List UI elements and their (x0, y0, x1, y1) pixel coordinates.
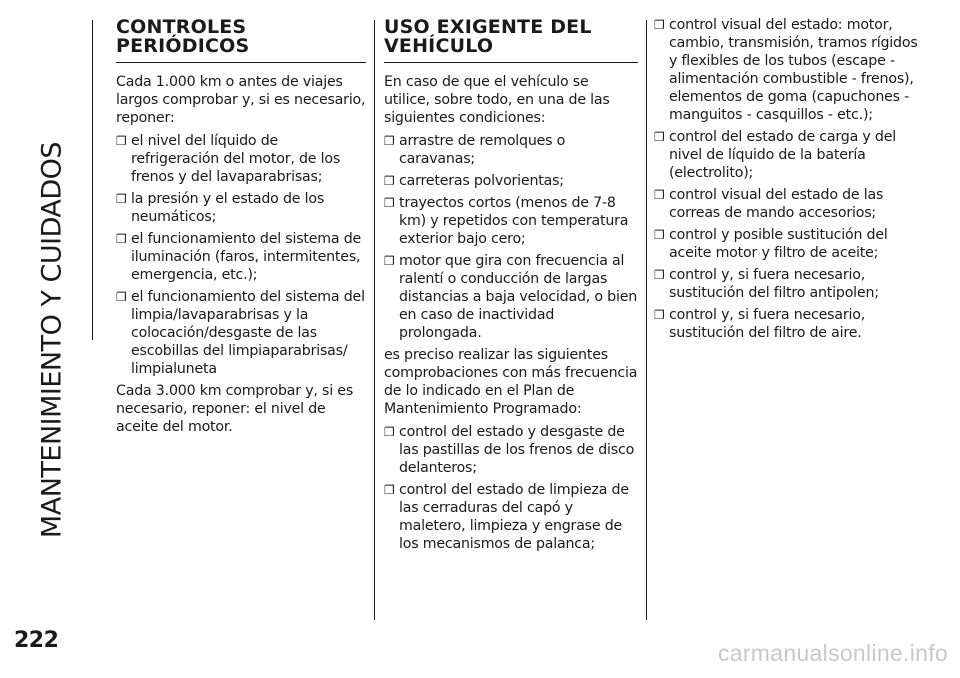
section-side-title: MANTENIMIENTO Y CUIDADOS (36, 141, 68, 539)
list-item (116, 132, 366, 186)
list-item (384, 172, 638, 190)
heading-uso-exigente (384, 18, 638, 63)
list-item-text: control del estado de carga y del nivel de líquido de la batería (electrolito); (669, 129, 896, 181)
intro-paragraph: Cada 1.000 km o antes de viajes largos comprobar y, si es necesario, reponer: (116, 74, 366, 126)
list-item (116, 190, 366, 226)
watermark-text: carmanualsonline.info (717, 640, 948, 666)
list-item (116, 288, 366, 378)
checkbox-icon: ❒ (654, 130, 665, 144)
list-item-text: el funcionamiento del sistema de iluminación (faros, intermitentes, emergencia, etc.); (131, 231, 362, 283)
list-item-text: control del estado de limpieza de las cerraduras del capó y maletero, limpieza y engrase de los mecanismos de palanca; (399, 482, 629, 552)
list-item-text: control y, si fuera necesario, sustitución del filtro antipolen; (669, 267, 879, 301)
list-item (654, 226, 924, 262)
checkbox-icon: ❒ (384, 174, 395, 188)
list-item-text: carreteras polvorientas; (399, 173, 564, 189)
list-item-text: la presión y el estado de los neumáticos; (131, 191, 325, 225)
column-continuation (654, 16, 924, 346)
heading-line: USO EXIGENTE DEL (384, 16, 592, 38)
column-divider-2 (646, 20, 647, 620)
list-item (654, 266, 924, 302)
checkbox-icon: ❒ (654, 268, 665, 282)
heading-controles-periodicos (116, 18, 366, 63)
list-item (654, 306, 924, 342)
list-item (384, 481, 638, 553)
checkbox-icon: ❒ (116, 232, 127, 246)
checkbox-icon: ❒ (116, 134, 127, 148)
middle-paragraph: es preciso realizar las siguientes comprobaciones con más frecuencia de lo indicado en el Plan de Mantenimiento Programado: (384, 347, 638, 417)
column-uso-exigente (384, 18, 638, 557)
list-item (384, 423, 638, 477)
outro-paragraph: Cada 3.000 km comprobar y, si es necesario, reponer: el nivel de aceite del motor. (116, 383, 354, 435)
list-item (654, 128, 924, 182)
checkbox-icon: ❒ (384, 196, 395, 210)
page-number: 222 (14, 628, 59, 653)
list-item (116, 230, 366, 284)
heading-line: CONTROLES (116, 16, 247, 38)
list-item (654, 186, 924, 222)
checkbox-icon: ❒ (116, 290, 127, 304)
list-item-text: control del estado y desgaste de las pastillas de los frenos de disco delanteros; (399, 424, 635, 476)
checkbox-icon: ❒ (654, 228, 665, 242)
list-item-text: control y, si fuera necesario, sustitución del filtro de aire. (669, 307, 865, 341)
list-item (384, 252, 638, 342)
checkbox-icon: ❒ (384, 134, 395, 148)
heading-line: VEHÍCULO (384, 35, 494, 57)
list-item (654, 16, 924, 124)
column-divider-1 (374, 20, 375, 620)
intro-paragraph: En caso de que el vehículo se utilice, sobre todo, en una de las siguientes condiciones: (384, 74, 610, 126)
checkbox-icon: ❒ (654, 188, 665, 202)
side-divider (92, 20, 93, 340)
checkbox-icon: ❒ (384, 425, 395, 439)
heading-line: PERIÓDICOS (116, 35, 250, 57)
list-item-text: control y posible sustitución del aceite motor y filtro de aceite; (669, 227, 888, 261)
column-controles-periodicos (116, 18, 366, 441)
list-item-text: arrastre de remolques o caravanas; (399, 133, 566, 167)
list-item-text: el nivel del líquido de refrigeración del motor, de los frenos y del lavaparabrisas; (131, 133, 341, 185)
checkbox-icon: ❒ (384, 483, 395, 497)
checkbox-icon: ❒ (654, 308, 665, 322)
checkbox-icon: ❒ (116, 192, 127, 206)
list-item-text: control visual del estado de las correas de mando accesorios; (669, 187, 884, 221)
list-item (384, 194, 638, 248)
list-item-text: el funcionamiento del sistema del limpia/lavaparabrisas y la colocación/desgaste de las escobillas del limpiaparabrisas/ limpialuneta (131, 289, 365, 377)
list-item (384, 132, 638, 168)
checkbox-icon: ❒ (384, 254, 395, 268)
list-item-text: trayectos cortos (menos de 7-8 km) y repetidos con temperatura exterior bajo cero; (399, 195, 629, 247)
checkbox-icon: ❒ (654, 18, 665, 32)
list-item-text: motor que gira con frecuencia al ralentí o conducción de largas distancias a baja velocidad, o bien en caso de inactividad prolongada. (399, 253, 638, 341)
list-item-text: control visual del estado: motor, cambio, transmisión, tramos rígidos y flexibles de los tubos (escape - alimentación combustible - frenos), elementos de goma (capuchones - manguitos - casquillos - etc.); (669, 17, 918, 123)
